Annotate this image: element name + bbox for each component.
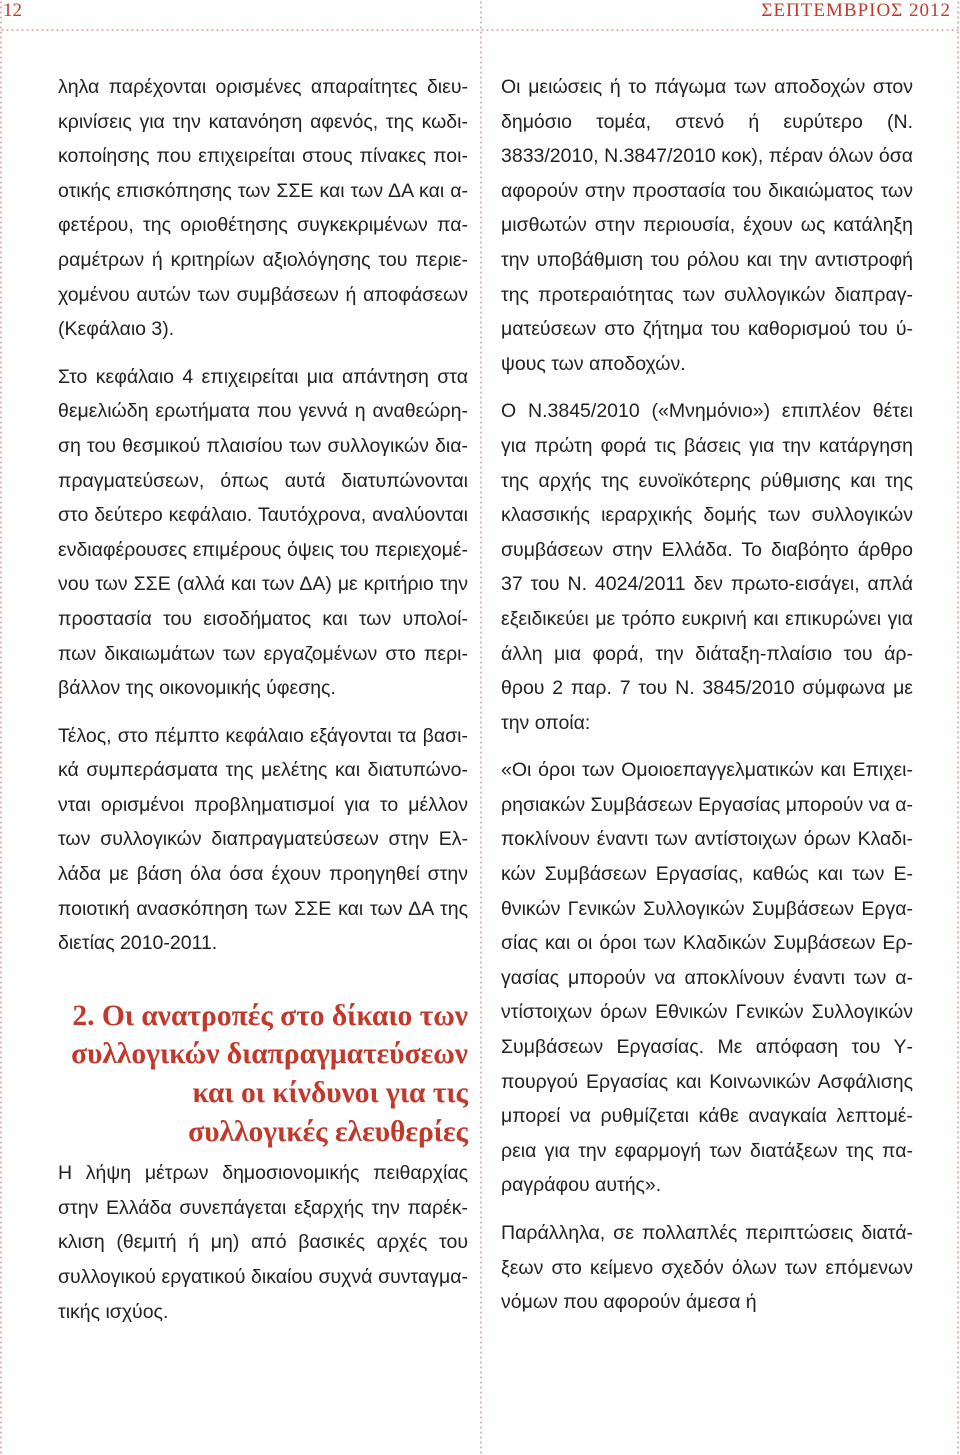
running-title: ΣΕΠΤΕΜΒΡΙΟΣ 2012 <box>761 0 951 21</box>
left-paragraph-4: Η λήψη μέτρων δημοσιονομικής πειθαρχίας στην Ελλάδα συνεπάγεται εξαρχής την παρέκκλιση (θεμιτή ή μη) από βασικές αρχές του συλλογικού εργατικού δικαίου συχνά συνταγματικής ισχύος. <box>58 1162 468 1323</box>
dotted-rule-left <box>0 0 2 1455</box>
left-column <box>58 70 468 1342</box>
left-paragraph-1: ληλα παρέχονται ορισμένες απαραίτητες διευκρινίσεις για την κατανόηση αφενός, της κωδικοποίησης που επιχειρείται στους πίνακες ποιοτικής επισκόπησης των ΣΣΕ και των ΔΑ και αφετέρου, της οριοθέτησης συγκεκριμένων παραμέτρων ή κριτηρίων αξιολόγησης του περιεχομένου αυτών των συμβάσεων ή αποφάσεων (Κεφάλαιο 3). <box>58 76 468 341</box>
right-column <box>501 70 913 1333</box>
right-paragraph-4: Παράλληλα, σε πολλαπλές περιπτώσεις διατάξεων στο κείμενο σχεδόν όλων των επόμενων νόμων που αφορούν άμεσα ή <box>501 1222 913 1314</box>
left-paragraph-3: Τέλος, στο πέμπτο κεφάλαιο εξάγονται τα βασικά συμπεράσματα της μελέτης και διατυπώνονται ορισμένοι προβληματισμοί για το μέλλον των συλλογικών διαπραγματεύσεων στην Ελλάδα με βάση όλα όσα έχουν προηγηθεί στην ποιοτική ανασκόπηση των ΣΣΕ και των ΔΑ της διετίας 2010-2011. <box>58 724 468 955</box>
right-paragraph-3: «Οι όροι των Ομοιοεπαγγελματικών και Επιχειρησιακών Συμβάσεων Εργασίας μπορούν να αποκλίνουν έναντι των αντίστοιχων όρων Κλαδικών Συμβάσεων Εργασίας, καθώς και των Εθνικών Γενικών Συλλογικών Συμβάσεων Εργασίας και οι όροι των Κλαδικών Συμβάσεων Εργασίας μπορούν να αποκλίνουν έναντι των αντίστοιχων όρων Εθνικών Γενικών Συλλογικών Συμβάσεων Εργασίας. Με απόφαση του Υπουργού Εργασίας και Κοινωνικών Ασφάλισης μπορεί να ρυθμίζεται κάθε αναγκαία λεπτομέρεια για την εφαρμογή των διατάξεων της παραγράφου αυτής». <box>501 759 913 1197</box>
page-number: 12 <box>3 0 22 21</box>
dotted-rule-right <box>957 0 959 1455</box>
section-heading: 2. Οι ανατροπές στο δίκαιο των συλλογικών διαπραγματεύσεων και οι κίνδυνοι για τις συλλογικές ελευθερίες <box>71 999 468 1148</box>
right-paragraph-1: Οι μειώσεις ή το πάγωμα των αποδοχών στον δημόσιο τομέα, στενό ή ευρύτερο (Ν. 3833/2010, Ν.3847/2010 κοκ), πέραν όλων όσα αφορούν στην προστασία του δικαιώματος των μισθωτών στην περιουσία, έχουν ως κατάληξη την υποβάθμιση του ρόλου και την αντιστροφή της προτεραιότητας των συλλογικών διαπραγματεύσεων στο ζήτημα του καθορισμού του ύψους των αποδοχών. <box>501 76 913 375</box>
left-paragraph-2: Στο κεφάλαιο 4 επιχειρείται μια απάντηση στα θεμελιώδη ερωτήματα που γεννά η αναθεώρηση του θεσμικού πλαισίου των συλλογικών διαπραγματεύσεων, όπως αυτά διατυπώνονται στο δεύτερο κεφάλαιο. Ταυτόχρονα, αναλύονται ενδιαφέρουσες επιμέρους όψεις του περιεχομένου των ΣΣΕ (αλλά και των ΔΑ) με κριτήριο την προστασία του εισοδήματος και των υπολοίπων δικαιωμάτων των εργαζομένων στο περιβάλλον της οικονομικής ύφεσης. <box>58 365 468 700</box>
right-paragraph-2: Ο Ν.3845/2010 («Μνημόνιο») επιπλέον θέτει για πρώτη φορά τις βάσεις για την κατάργηση της αρχής της ευνοϊκότερης ρύθμισης και της κλασσικής ιεραρχικής δομής των συλλογικών συμβάσεων στην Ελλάδα. Το διαβόητο άρθρο 37 του Ν. 4024/2011 δεν πρωτο-εισάγει, απλά εξειδικεύει με τρόπο ευκρινή και επικυρώνει για άλλη μια φορά, την διάταξη-πλαίσιο του άρθρου 2 παρ. 7 του Ν. 3845/2010 σύμφωνα με την οποία: <box>501 400 913 734</box>
dotted-rule-middle <box>480 0 482 1455</box>
